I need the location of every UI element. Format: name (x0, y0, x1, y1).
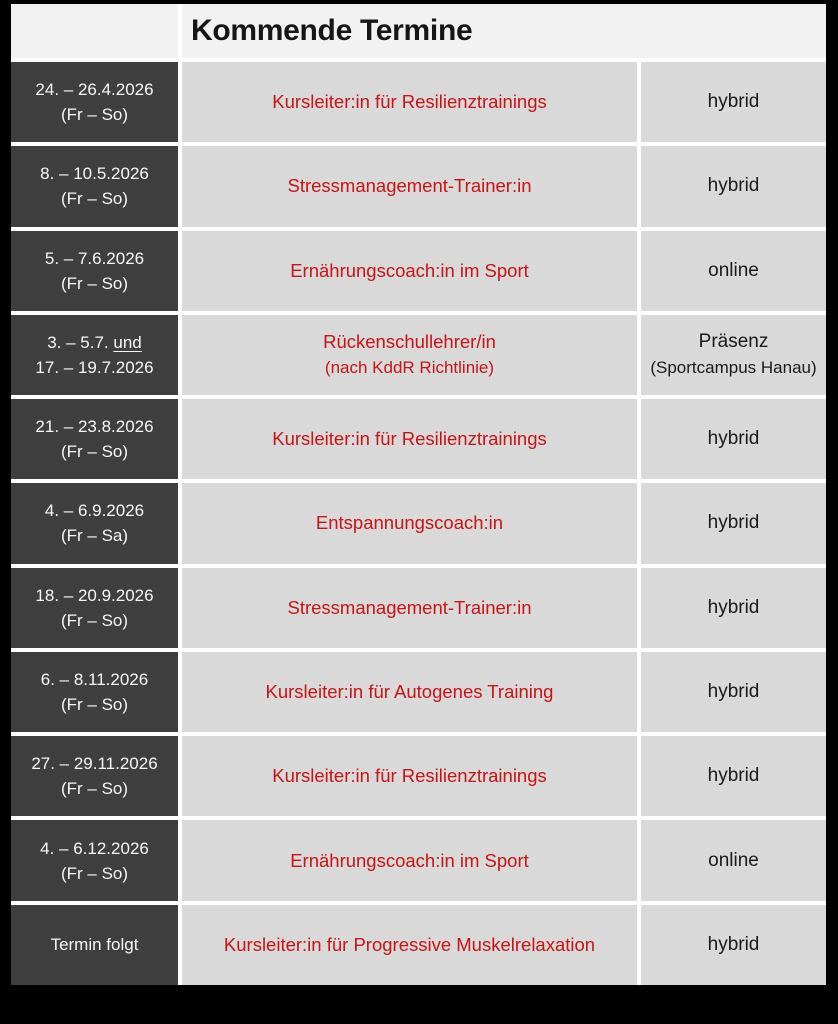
course-cell (182, 736, 637, 816)
date-line: 24. – 26.4.2026 (35, 80, 154, 100)
format-cell (641, 399, 826, 479)
date-line: 5. – 7.6.2026 (44, 248, 145, 268)
format-label: hybrid (707, 681, 760, 703)
course-cell (182, 568, 637, 648)
date-cell (11, 568, 178, 648)
format-label: hybrid (707, 933, 760, 955)
course-name: Kursleiter:in für Resilienztrainings (272, 91, 547, 113)
format-cell (641, 315, 826, 395)
date-line: 17. – 19.7.2026 (35, 357, 154, 377)
course-cell (182, 820, 637, 900)
date-line: (Fr – So) (60, 863, 129, 883)
date-line: 18. – 20.9.2026 (35, 585, 154, 605)
format-cell (641, 736, 826, 816)
course-name: Kursleiter:in für Autogenes Training (265, 681, 554, 703)
date-cell (11, 62, 178, 142)
course-cell (182, 483, 637, 563)
course-name: Entspannungscoach:in (315, 512, 504, 534)
date-line: 3. – 5.7. und (47, 332, 142, 352)
date-line: (Fr – So) (60, 442, 129, 462)
format-label: Präsenz (698, 330, 769, 352)
course-name: Stressmanagement-Trainer:in (287, 175, 532, 197)
date-line: 21. – 23.8.2026 (35, 417, 154, 437)
course-name: Ernährungscoach:in im Sport (290, 849, 529, 871)
date-cell (11, 315, 178, 395)
date-cell (11, 652, 178, 732)
course-cell (182, 62, 637, 142)
date-line: (Fr – So) (60, 189, 129, 209)
course-name: Stressmanagement-Trainer:in (287, 596, 532, 618)
format-cell (641, 905, 826, 985)
format-cell (641, 231, 826, 311)
date-line: (Fr – So) (60, 273, 129, 293)
format-cell (641, 568, 826, 648)
date-line: 27. – 29.11.2026 (31, 754, 158, 774)
page-title: Kommende Termine (191, 14, 473, 47)
course-name: Kursleiter:in für Progressive Muskelrelaxation (223, 933, 596, 955)
format-cell (641, 146, 826, 226)
date-cell (11, 483, 178, 563)
format-label: hybrid (707, 91, 760, 113)
course-name: Kursleiter:in für Resilienztrainings (272, 765, 547, 787)
schedule-table (11, 4, 826, 985)
format-label: hybrid (707, 428, 760, 450)
header-empty-cell (11, 4, 178, 58)
date-cell (11, 905, 178, 985)
course-name: Kursleiter:in für Resilienztrainings (272, 428, 547, 450)
date-line: (Fr – So) (60, 695, 129, 715)
date-line: Termin folgt (50, 935, 139, 955)
format-cell (641, 652, 826, 732)
format-cell (641, 62, 826, 142)
course-name: Ernährungscoach:in im Sport (290, 259, 529, 281)
course-cell (182, 231, 637, 311)
date-line: 4. – 6.12.2026 (40, 838, 149, 858)
format-label: online (708, 849, 759, 871)
date-cell (11, 736, 178, 816)
course-cell (182, 905, 637, 985)
header-title-cell (182, 4, 826, 58)
date-line: (Fr – So) (60, 105, 129, 125)
format-label: hybrid (707, 512, 760, 534)
course-name: Rückenschullehrer/in (323, 330, 496, 352)
underlined-word: und (113, 332, 142, 352)
date-line: (Fr – Sa) (60, 526, 129, 546)
course-cell (182, 315, 637, 395)
schedule-grid (11, 4, 826, 985)
format-label: hybrid (707, 175, 760, 197)
format-label: hybrid (707, 765, 760, 787)
format-note: (Sportcampus Hanau) (650, 357, 817, 377)
date-cell (11, 146, 178, 226)
date-line: 6. – 8.11.2026 (40, 670, 149, 690)
course-cell (182, 652, 637, 732)
course-note: (nach KddR Richtlinie) (324, 357, 495, 377)
date-line: (Fr – So) (60, 610, 129, 630)
date-line: (Fr – So) (60, 779, 129, 799)
date-cell (11, 820, 178, 900)
date-line: 4. – 6.9.2026 (44, 501, 145, 521)
format-cell (641, 483, 826, 563)
format-label: online (708, 259, 759, 281)
format-cell (641, 820, 826, 900)
course-cell (182, 146, 637, 226)
date-line: 8. – 10.5.2026 (40, 164, 149, 184)
format-label: hybrid (707, 596, 760, 618)
course-cell (182, 399, 637, 479)
date-cell (11, 399, 178, 479)
date-cell (11, 231, 178, 311)
